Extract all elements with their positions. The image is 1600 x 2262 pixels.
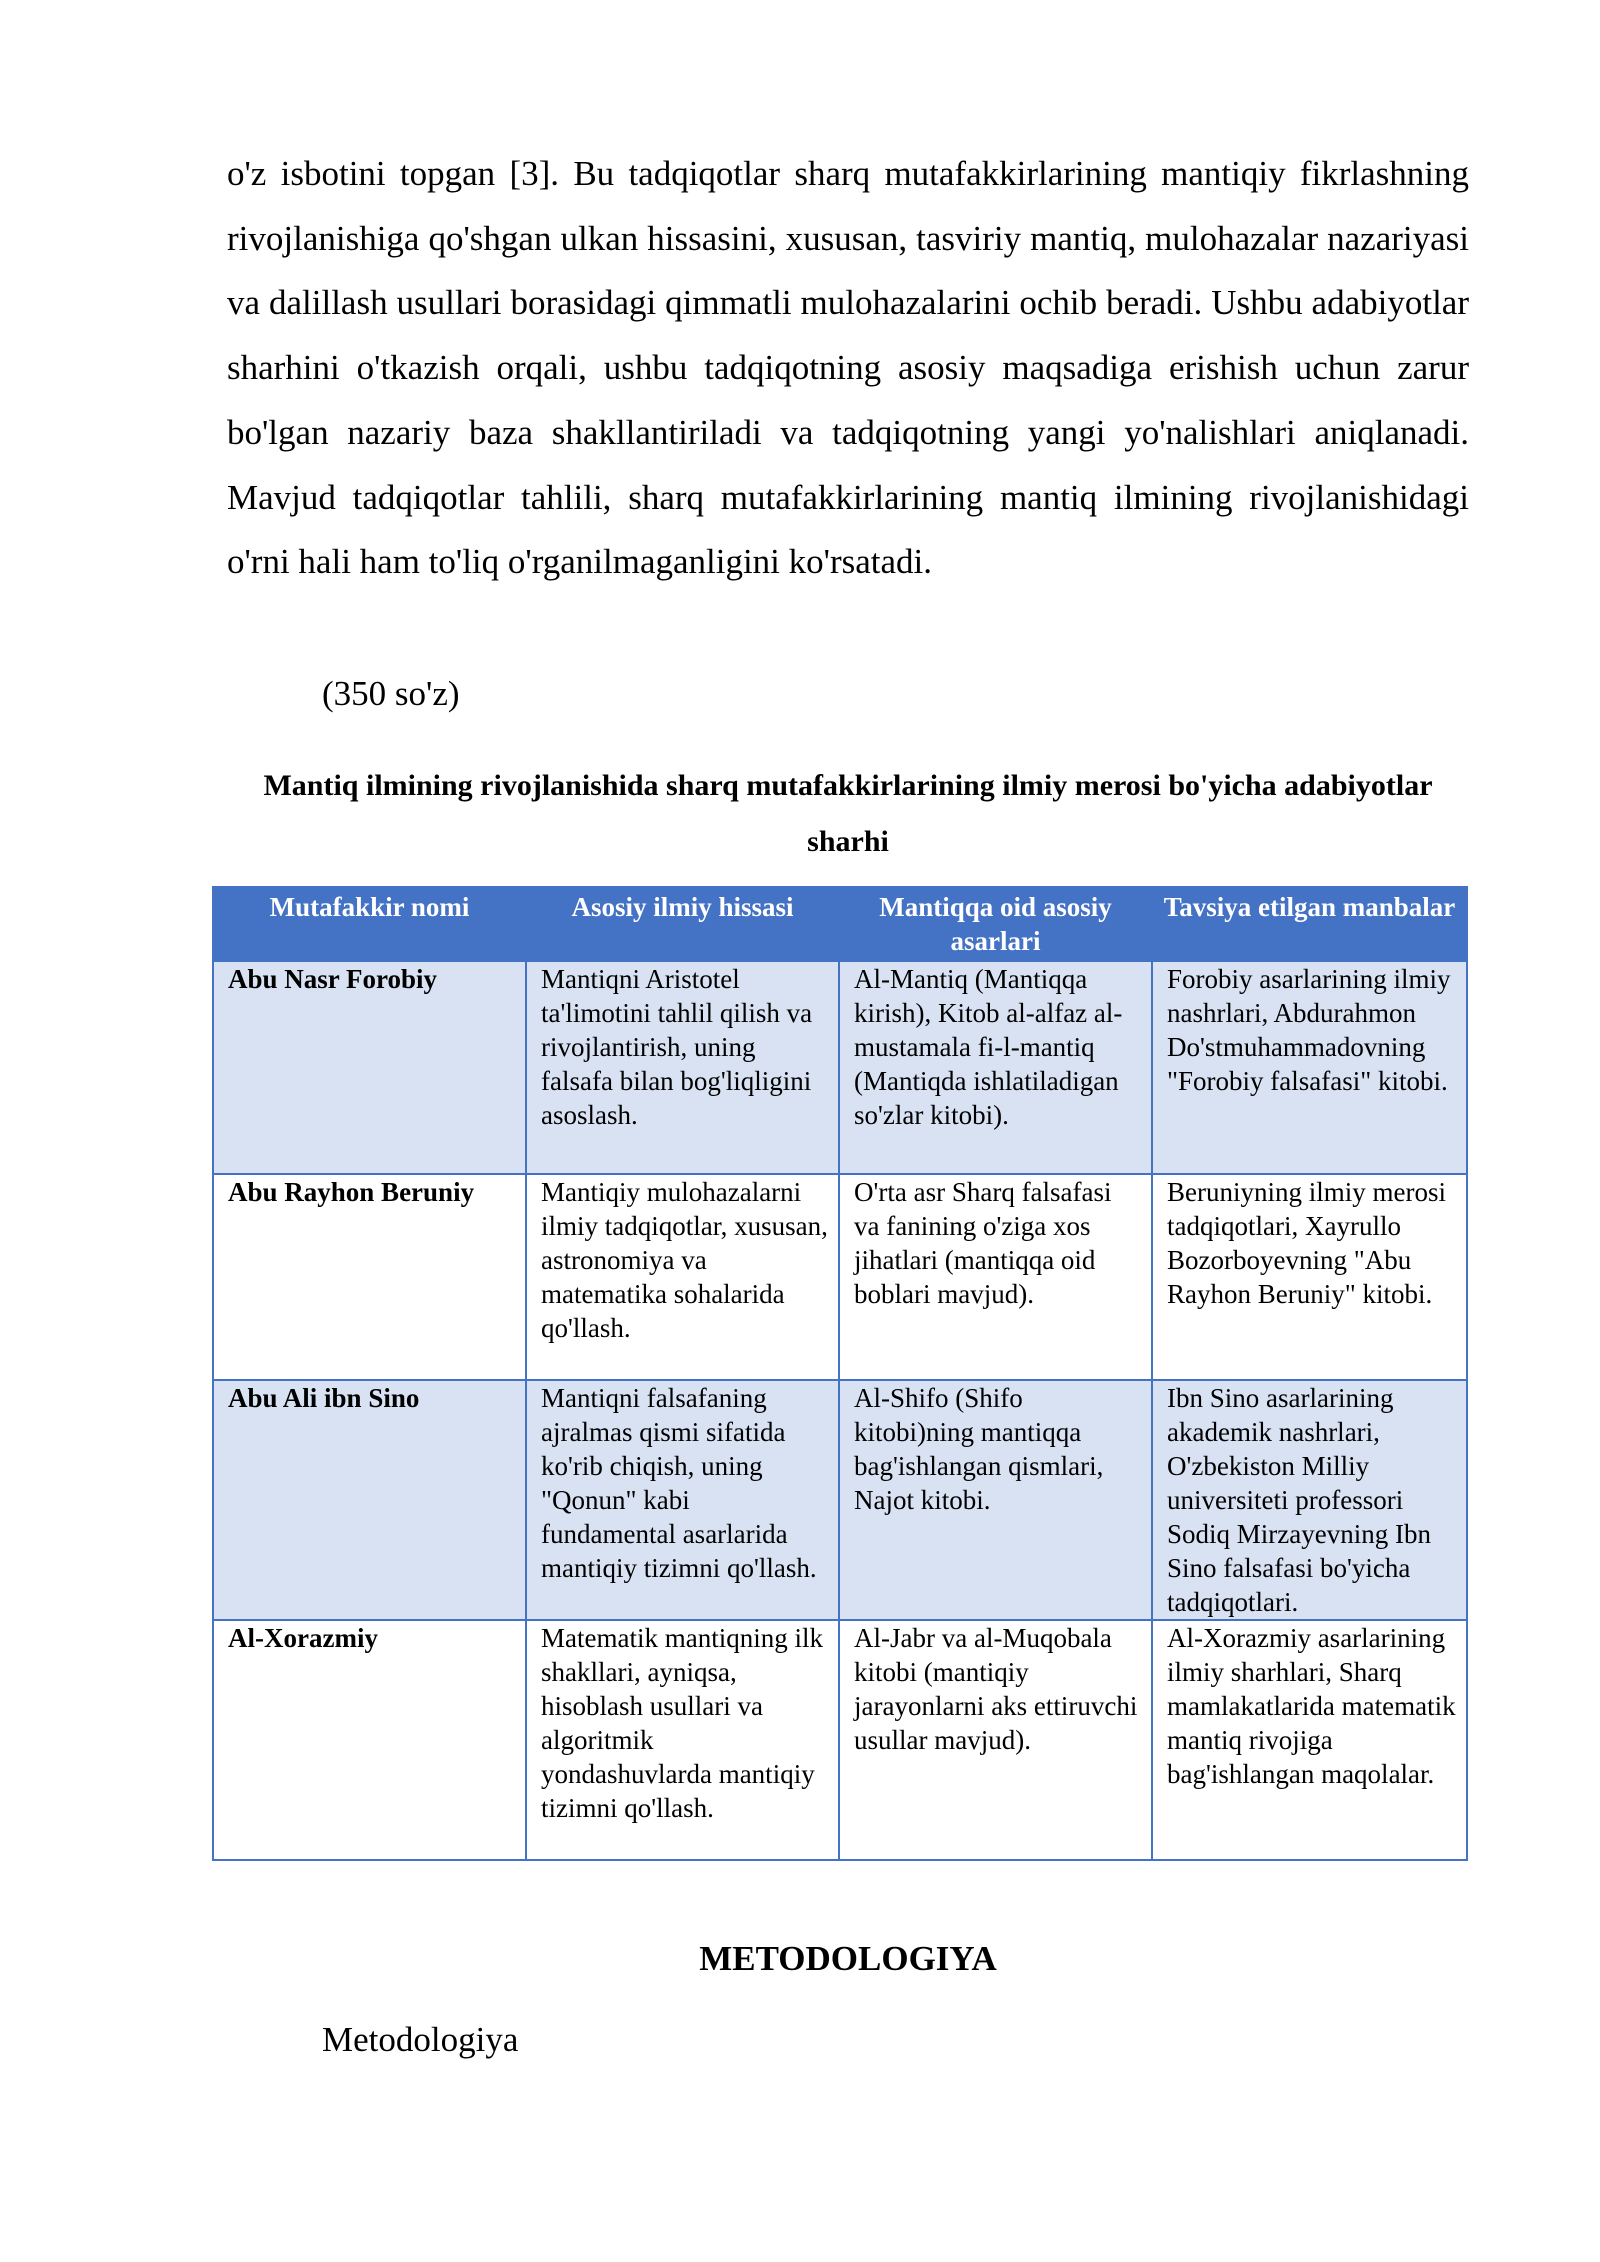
cell-thinker-name: Abu Rayhon Beruniy bbox=[213, 1174, 526, 1380]
cell-contribution: Mantiqni falsafaning ajralmas qismi sifatida ko'rib chiqish, uning "Qonun" kabi fundamental asarlarida mantiqiy tizimni qo'llash. bbox=[526, 1380, 839, 1620]
cell-sources: Forobiy asarlarining ilmiy nashrlari, Abdurahmon Do'stmuhammadovning "Forobiy falsafasi" kitobi. bbox=[1152, 961, 1467, 1174]
cell-sources: Al-Xorazmiy asarlarining ilmiy sharhlari, Sharq mamlakatlarida matematik mantiq rivojiga bag'ishlangan maqolalar. bbox=[1152, 1620, 1467, 1860]
cell-works: Al-Jabr va al-Muqobala kitobi (mantiqiy jarayonlarni aks ettiruvchi usullar mavjud). bbox=[839, 1620, 1152, 1860]
section-text: Metodologiya bbox=[322, 2020, 519, 2059]
cell-thinker-name: Abu Ali ibn Sino bbox=[213, 1380, 526, 1620]
table-caption: Mantiq ilmining rivojlanishida sharq mutafakkirlarining ilmiy merosi bo'yicha adabiyotlar sharhi bbox=[263, 769, 1433, 858]
cell-contribution: Matematik mantiqning ilk shakllari, ayniqsa, hisoblash usullari va algoritmik yondashuvlarda mantiqiy tizimni qo'llash. bbox=[526, 1620, 839, 1860]
cell-works: Al-Mantiq (Mantiqqa kirish), Kitob al-alfaz al-mustamala fi-l-mantiq (Mantiqda ishlatiladigan so'zlar kitobi). bbox=[839, 961, 1152, 1174]
cell-sources: Beruniyning ilmiy merosi tadqiqotlari, Xayrullo Bozorboyevning "Abu Rayhon Beruniy" kitobi. bbox=[1152, 1174, 1467, 1380]
literature-review-table bbox=[212, 886, 1468, 1861]
table-row bbox=[213, 1380, 1467, 1620]
table-header-row bbox=[213, 887, 1467, 961]
section-heading: METODOLOGIYA bbox=[699, 1939, 997, 1978]
cell-works: Al-Shifo (Shifo kitobi)ning mantiqqa bag'ishlangan qismlari, Najot kitobi. bbox=[839, 1380, 1152, 1620]
table-row bbox=[213, 961, 1467, 1174]
table-row bbox=[213, 1174, 1467, 1380]
cell-sources: Ibn Sino asarlarining akademik nashrlari, O'zbekiston Milliy universiteti professori Sodiq Mirzayevning Ibn Sino falsafasi bo'yicha tadqiqotlari. bbox=[1152, 1380, 1467, 1620]
header-thinker-name: Mutafakkir nomi bbox=[213, 887, 526, 961]
cell-contribution: Mantiqni Aristotel ta'limotini tahlil qilish va rivojlantirish, uning falsafa bilan bog'liqligini asoslash. bbox=[526, 961, 839, 1174]
body-paragraph: o'z isbotini topgan [3]. Bu tadqiqotlar sharq mutafakkirlarining mantiqiy fikrlashning rivojlanishiga qo'shgan ulkan hissasini, xususan, tasviriy mantiq, mulohazalar nazariyasi va dalillash usullari borasidagi qimmatli mulohazalarini ochib beradi. Ushbu adabiyotlar sharhini o'tkazish orqali, ushbu tadqiqotning asosiy maqsadiga erishish uchun zarur bo'lgan nazariy baza shakllantiriladi va tadqiqotning yangi yo'nalishlari aniqlanadi. Mavjud tadqiqotlar tahlili, sharq mutafakkirlarining mantiq ilmining rivojlanishidagi o'rni hali ham to'liq o'rganilmaganligini ko'rsatadi. bbox=[227, 154, 1469, 582]
header-main-works: Mantiqqa oid asosiy asarlari bbox=[839, 887, 1152, 961]
cell-works: O'rta asr Sharq falsafasi va fanining o'ziga xos jihatlari (mantiqqa oid boblari mavjud). bbox=[839, 1174, 1152, 1380]
header-recommended-sources: Tavsiya etilgan manbalar bbox=[1152, 887, 1467, 961]
cell-thinker-name: Abu Nasr Forobiy bbox=[213, 961, 526, 1174]
table-row bbox=[213, 1620, 1467, 1860]
header-main-contribution: Asosiy ilmiy hissasi bbox=[526, 887, 839, 961]
cell-thinker-name: Al-Xorazmiy bbox=[213, 1620, 526, 1860]
word-count: (350 so'z) bbox=[322, 674, 460, 713]
cell-contribution: Mantiqiy mulohazalarni ilmiy tadqiqotlar, xususan, astronomiya va matematika sohalarida qo'llash. bbox=[526, 1174, 839, 1380]
